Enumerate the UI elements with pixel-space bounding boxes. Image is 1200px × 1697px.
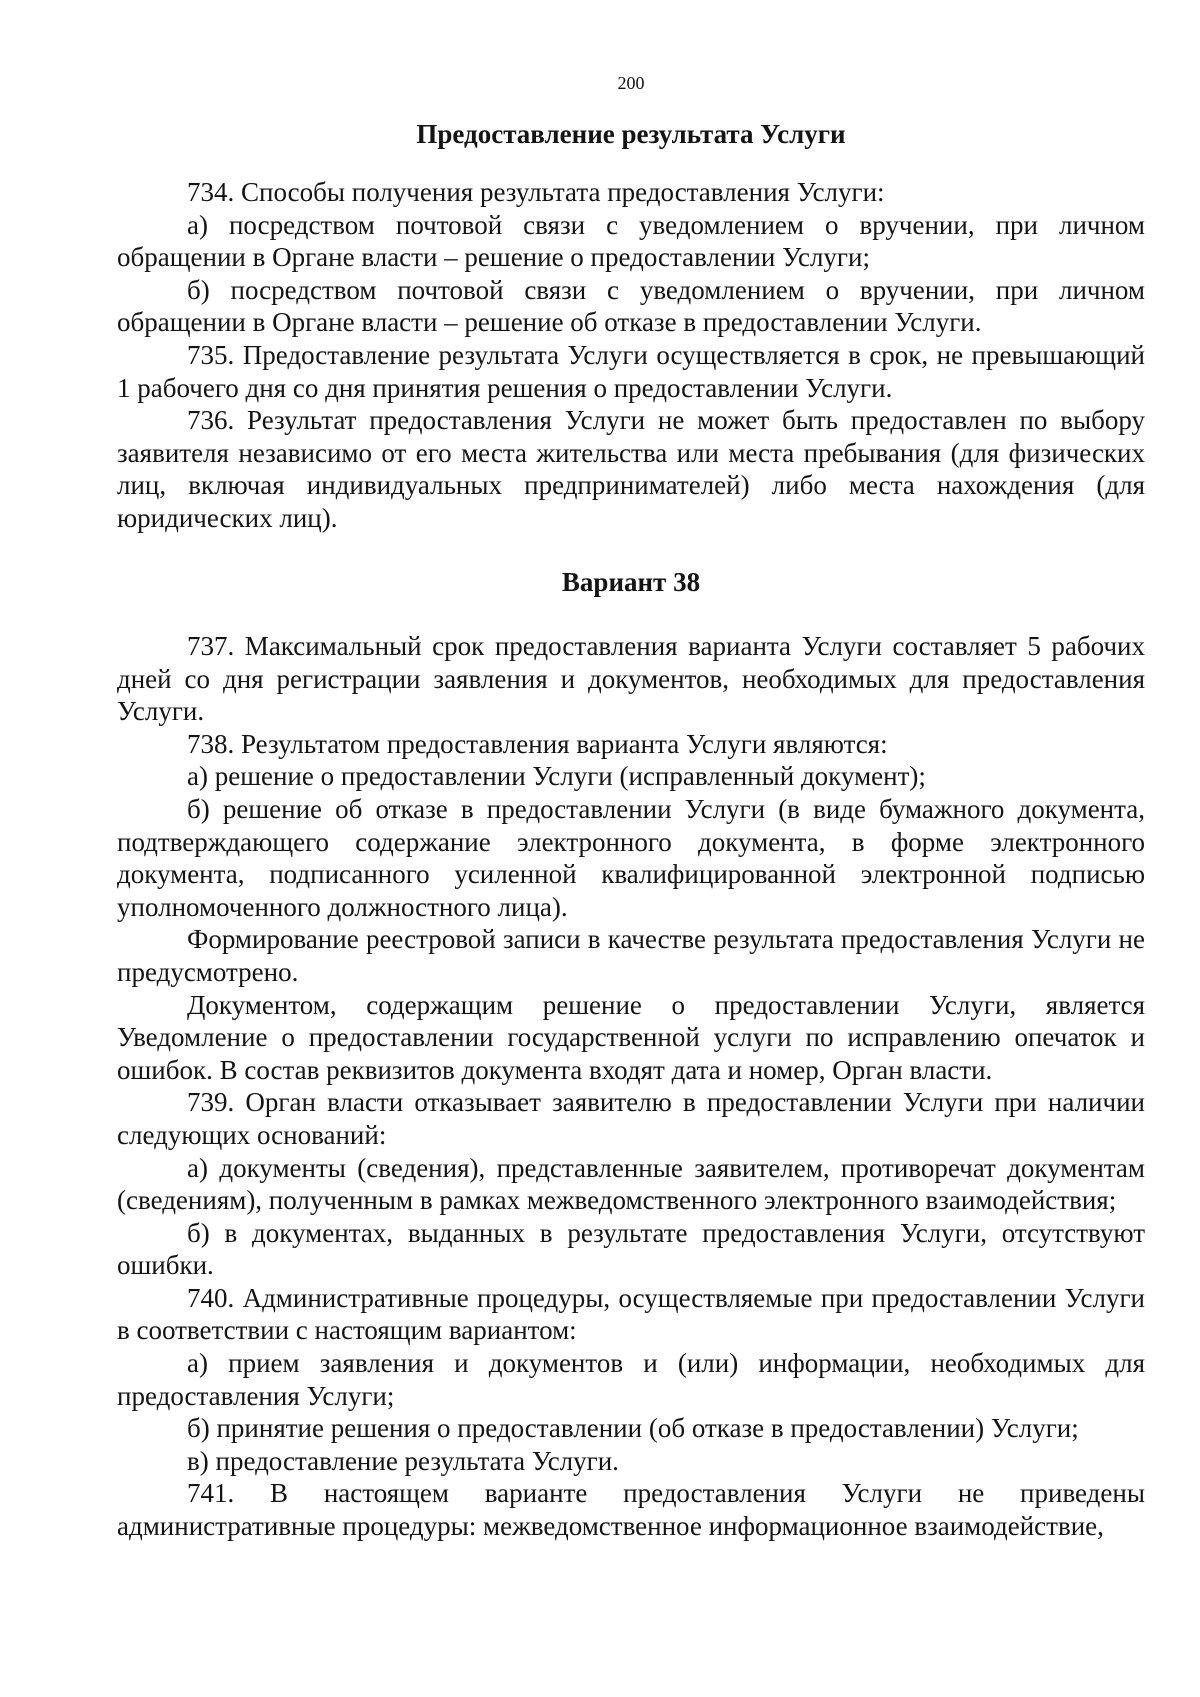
section-variant-38 <box>117 630 1145 1543</box>
paragraph-decision-document: Документом, содержащим решение о предоставлении Услуги, является Уведомление о предоставлении государственной услуги по исправлению опечаток и ошибок. В состав реквизитов документа входят дата и номер, Орган власти. <box>117 989 1145 1085</box>
paragraph-734-b: б) посредством почтовой связи с уведомлением о вручении, при личном обращении в Органе власти – решение об отказе в предоставлении Услуги. <box>117 274 1145 338</box>
paragraph-736: 736. Результат предоставления Услуги не может быть предоставлен по выбору заявителя независимо от его места жительства или места пребывания (для физических лиц, включая индивидуальных предпринимателей) либо места нахождения (для юридических лиц). <box>117 405 1145 533</box>
paragraph-740-a: а) прием заявления и документов и (или) информации, необходимых для предоставления Услуги; <box>117 1348 1145 1411</box>
page-number: 200 <box>617 73 645 93</box>
section-heading-variant-38: Вариант 38 <box>561 567 701 597</box>
paragraph-738-a: а) решение о предоставлении Услуги (исправленный документ); <box>187 761 926 792</box>
paragraph-739-a: а) документы (сведения), представленные заявителем, противоречат документам (сведениям), полученным в рамках межведомственного электронного взаимодействия; <box>117 1152 1145 1216</box>
paragraph-735: 735. Предоставление результата Услуги осуществляется в срок, не превышающий 1 рабочего дня со дня принятия решения о предоставлении Услуги. <box>117 339 1145 403</box>
section-heading-result-provision: Предоставление результата Услуги <box>416 119 846 149</box>
paragraph-734: 734. Способы получения результата предоставления Услуги: <box>187 177 885 207</box>
paragraph-740-v: в) предоставление результата Услуги. <box>187 1445 619 1476</box>
paragraph-740-b: б) принятие решения о предоставлении (об отказе в предоставлении) Услуги; <box>187 1413 1079 1444</box>
paragraph-738: 738. Результатом предоставления варианта Услуги являются: <box>187 728 888 759</box>
paragraph-739: 739. Орган власти отказывает заявителю в предоставлении Услуги при наличии следующих оснований: <box>117 1087 1145 1150</box>
document-page <box>117 0 1145 1697</box>
paragraph-738-b: б) решение об отказе в предоставлении Услуги (в виде бумажного документа, подтверждающего содержание электронного документа, в форме электронного документа, подписанного усиленной квалифицированной электронной подписью уполномоченного должностного лица). <box>117 793 1145 922</box>
paragraph-737: 737. Максимальный срок предоставления варианта Услуги составляет 5 рабочих дней со дня регистрации заявления и документов, необходимых для предоставления Услуги. <box>117 631 1145 727</box>
paragraph-740: 740. Административные процедуры, осуществляемые при предоставлении Услуги в соответствии с настоящим вариантом: <box>117 1282 1145 1346</box>
paragraph-registry-record: Формирование реестровой записи в качестве результата предоставления Услуги не предусмотрено. <box>117 924 1145 987</box>
paragraph-739-b: б) в документах, выданных в результате предоставления Услуги, отсутствуют ошибки. <box>117 1217 1145 1281</box>
paragraph-741: 741. В настоящем варианте предоставления Услуги не приведены административные процедуры: межведомственное информационное взаимодействие, <box>117 1478 1145 1542</box>
section-result-provision <box>117 176 1145 535</box>
paragraph-734-a: а) посредством почтовой связи с уведомлением о вручении, при личном обращении в Органе власти – решение о предоставлении Услуги; <box>117 209 1145 273</box>
